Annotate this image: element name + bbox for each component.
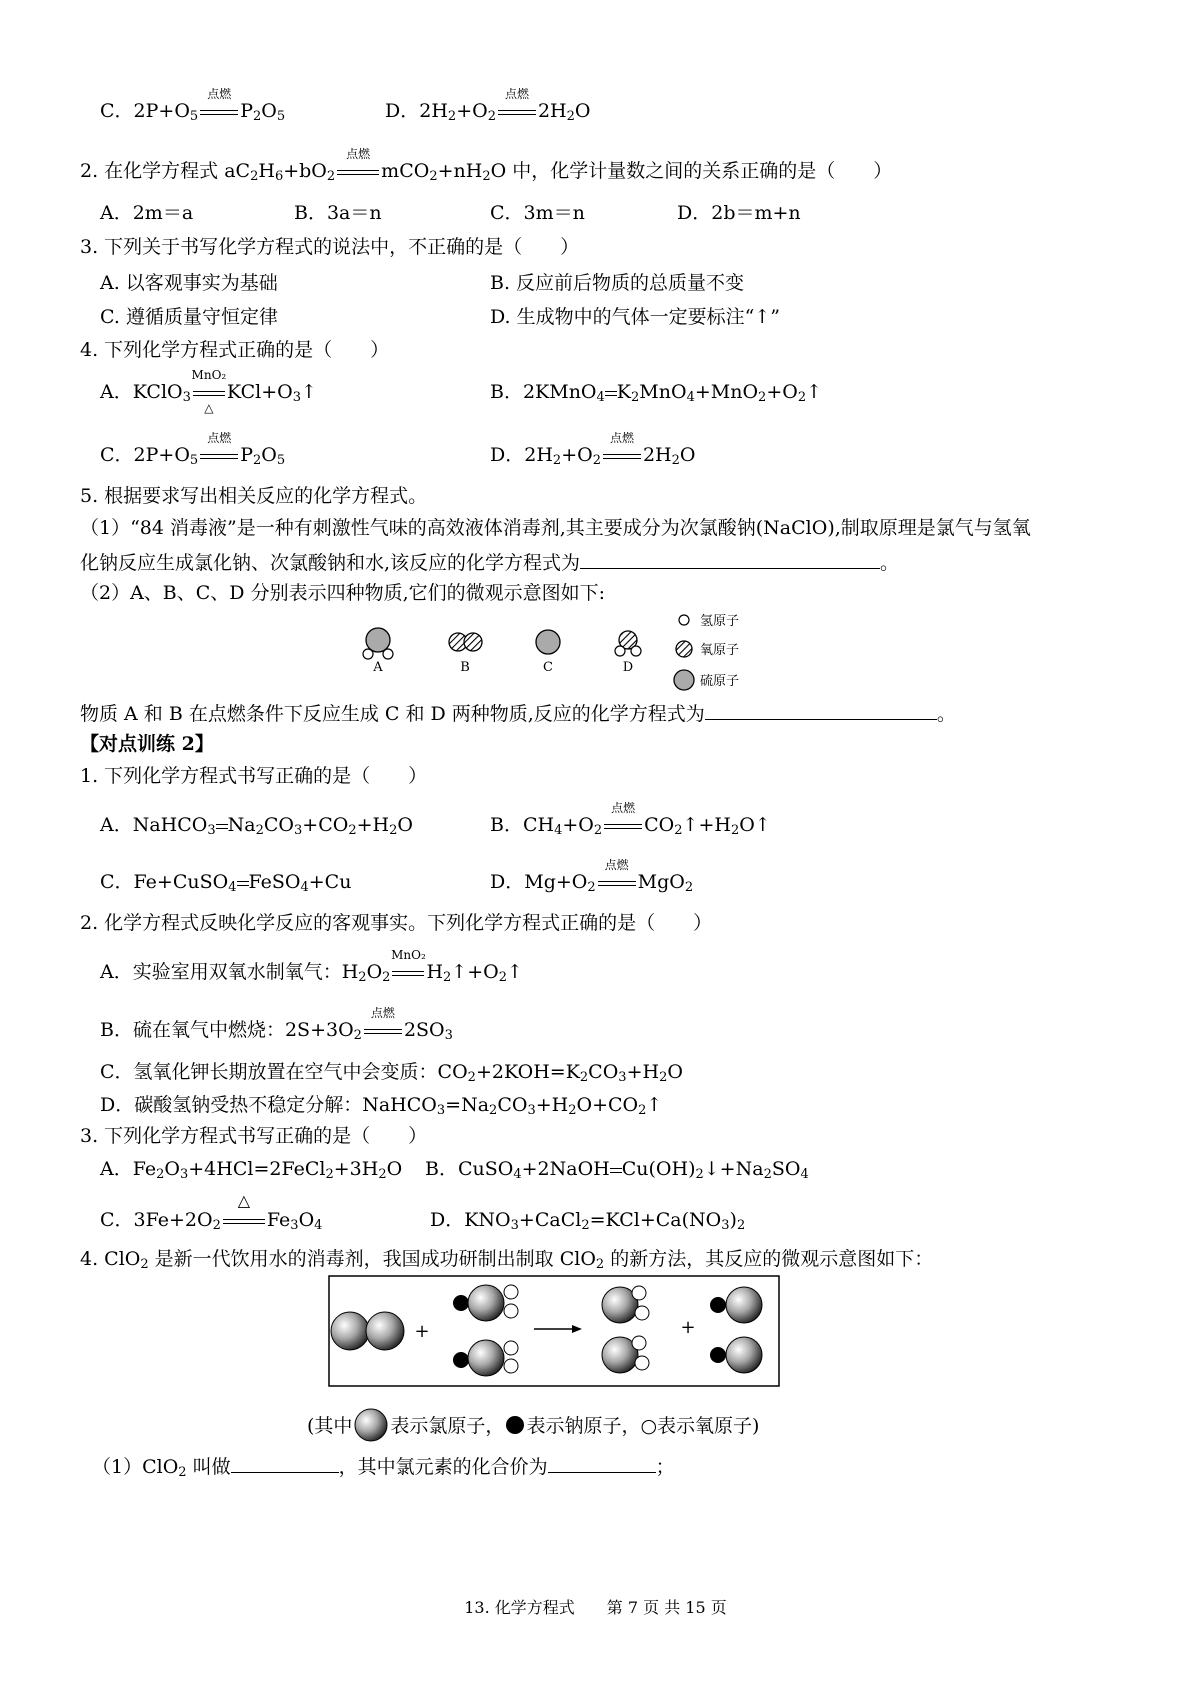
sodium-atom-icon [504,1415,526,1435]
answer-blank[interactable] [580,552,880,569]
s2-q2-option-b: B．硫在氧气中燃烧：$2S+3O_2$ 点燃 $2SO_3$ [100,1006,453,1043]
s2-q2-option-d: D．碳酸氢钠受热不稳定分解：$NaHCO_3=Na_2CO_3+H_2O+CO_2↑$ [100,1094,663,1118]
label-a: A [373,660,383,675]
legend-o-icon [676,641,692,657]
s2-q1-option-c: C．Fe+CuSO$_4$ FeSO$_4$+Cu [100,871,352,895]
label-c: C [543,660,553,675]
q4-option-d: D．$2H_2+O_2$ 点燃 $2H_2O$ [490,431,696,468]
s2-q4-part1: （1）ClO$_2$ 叫做 ，其中氯元素的化合价为 ； [92,1456,675,1480]
q3-option-c: C. 遵循质量守恒定律 [100,306,278,328]
plus-sign-1: + [414,1321,430,1342]
legend-s-label: 硫原子 [700,674,740,689]
chlorine-atom-icon [352,1408,390,1442]
q5-stem: 5. 根据要求写出相关反应的化学方程式。 [80,485,428,507]
legend-h-label: 氢原子 [700,614,740,629]
s2-q3-option-d: D．$KNO_3+CaCl_2=KCl+Ca(NO_3)_2$ [430,1209,746,1233]
s2-q1-option-a: A．NaHCO$_3$ $Na_2CO_3+CO_2+H_2O$ [100,814,413,838]
q5-p2-stem: （2）A、B、C、D 分别表示四种物质,它们的微观示意图如下: [80,582,606,604]
s2-q1-stem: 1. 下列化学方程式书写正确的是（ ） [80,765,428,787]
q4-option-b: B．2KMnO$_4$ $K_2MnO_4+MnO_2+O_2↑$ [490,381,823,405]
s2-q2-stem: 2. 化学方程式反映化学反应的客观事实。下列化学方程式正确的是（ ） [80,912,713,934]
q3-option-a: A. 以客观事实为基础 [100,272,278,294]
plus-sign-2: + [680,1317,696,1338]
molecule-diagram [355,610,765,692]
s2-q3-option-a: A．$Fe_2O_3+4HCl=2FeCl_2+3H_2O$ [100,1158,403,1182]
q4-option-c: C．$2P+O_5$ 点燃 $P_2O_5$ [100,431,286,468]
q4-option-a: A．KClO$_3$ MnO₂ △ $KCl+O_3↑$ [100,368,317,415]
s2-q2-option-c: C．氢氧化钾长期放置在空气中会变质：$CO_2+2KOH=K_2CO_3+H_2O$ [100,1061,683,1085]
q2-option-a: A．2m＝a [100,202,194,224]
q5-p2-line: 物质 A 和 B 在点燃条件下反应生成 C 和 D 两种物质,反应的化学方程式为 。 [80,703,956,725]
label-d: D [622,660,634,675]
s2-q3-stem: 3. 下列化学方程式书写正确的是（ ） [80,1125,428,1147]
q2-option-b: B．3a＝n [294,202,382,224]
s2-q2-option-a: A．实验室用双氧水制氧气：$H_2O_2$ MnO₂ $H_2↑+O_2↑$ [100,948,523,985]
q2-option-c: C．3m＝n [490,202,585,224]
answer-blank[interactable] [548,1456,656,1473]
molecule-c [536,630,560,654]
answer-blank[interactable] [231,1456,339,1473]
s2-q1-option-d: D．$Mg+O_2$ 点燃 MgO$_2$ [490,858,694,895]
label-b: B [460,660,470,675]
reaction-legend: (其中 表示氯原子， 表示钠原子，○表示氧原子) [307,1408,759,1442]
reaction-diagram [328,1275,780,1387]
molecule-a [363,628,393,659]
q2-option-d: D．2b＝m+n [677,202,801,224]
legend-h-icon [679,615,689,625]
molecule-b [449,633,482,651]
q5-p1-line1: （1）“84 消毒液”是一种有刺激性气味的高效液体消毒剂,其主要成分为次氯酸钠(NaClO),制取原理是氯气与氢氧 [80,517,1031,539]
s2-q3-option-b: B．CuSO$_4$+2NaOH $Cu(OH)_2↓+Na_2SO_4$ [425,1158,809,1182]
legend-s-icon [674,670,694,690]
s2-q3-option-c: C．$3Fe+2O_2$ △ $Fe_3O_4$ [100,1191,323,1233]
answer-blank[interactable] [705,703,937,720]
q3-option-d: D. 生成物中的气体一定要标注“↑” [490,306,780,328]
section-title: 【对点训练 2】 [80,733,214,755]
q5-p1-line2: 化钠反应生成氯化钠、次氯酸钠和水,该反应的化学方程式为 。 [80,552,900,574]
s2-q4-stem: 4. ClO$_2$ 是新一代饮用水的消毒剂，我国成功研制出制取 ClO$_2$ 的新方法，其反应的微观示意图如下： [80,1248,934,1272]
q3-stem: 3. 下列关于书写化学方程式的说法中，不正确的是（ ） [80,236,580,258]
q4-stem: 4. 下列化学方程式正确的是（ ） [80,339,390,361]
prev-option-d: D．$2H_2+O_2$ 点燃 $2H_2O$ [385,87,591,124]
prev-option-c: C．$2P+O_5$ 点燃 $P_2O_5$ [100,87,286,124]
s2-q1-option-b: B．$CH_4+O_2$ 点燃 $CO_2↑+H_2O↑$ [490,801,771,838]
legend-o-label: 氧原子 [700,643,740,658]
molecule-d [615,631,641,656]
q3-option-b: B. 反应前后物质的总质量不变 [490,272,745,294]
q2-stem: 2. 在化学方程式 $aC_2H_6+bO_2$ 点燃 $mCO_2+nH_2O$ 中，化学计量数之间的关系正确的是（ ） [80,147,893,184]
page-footer: 13. 化学方程式 第 7 页 共 15 页 [464,1598,727,1617]
